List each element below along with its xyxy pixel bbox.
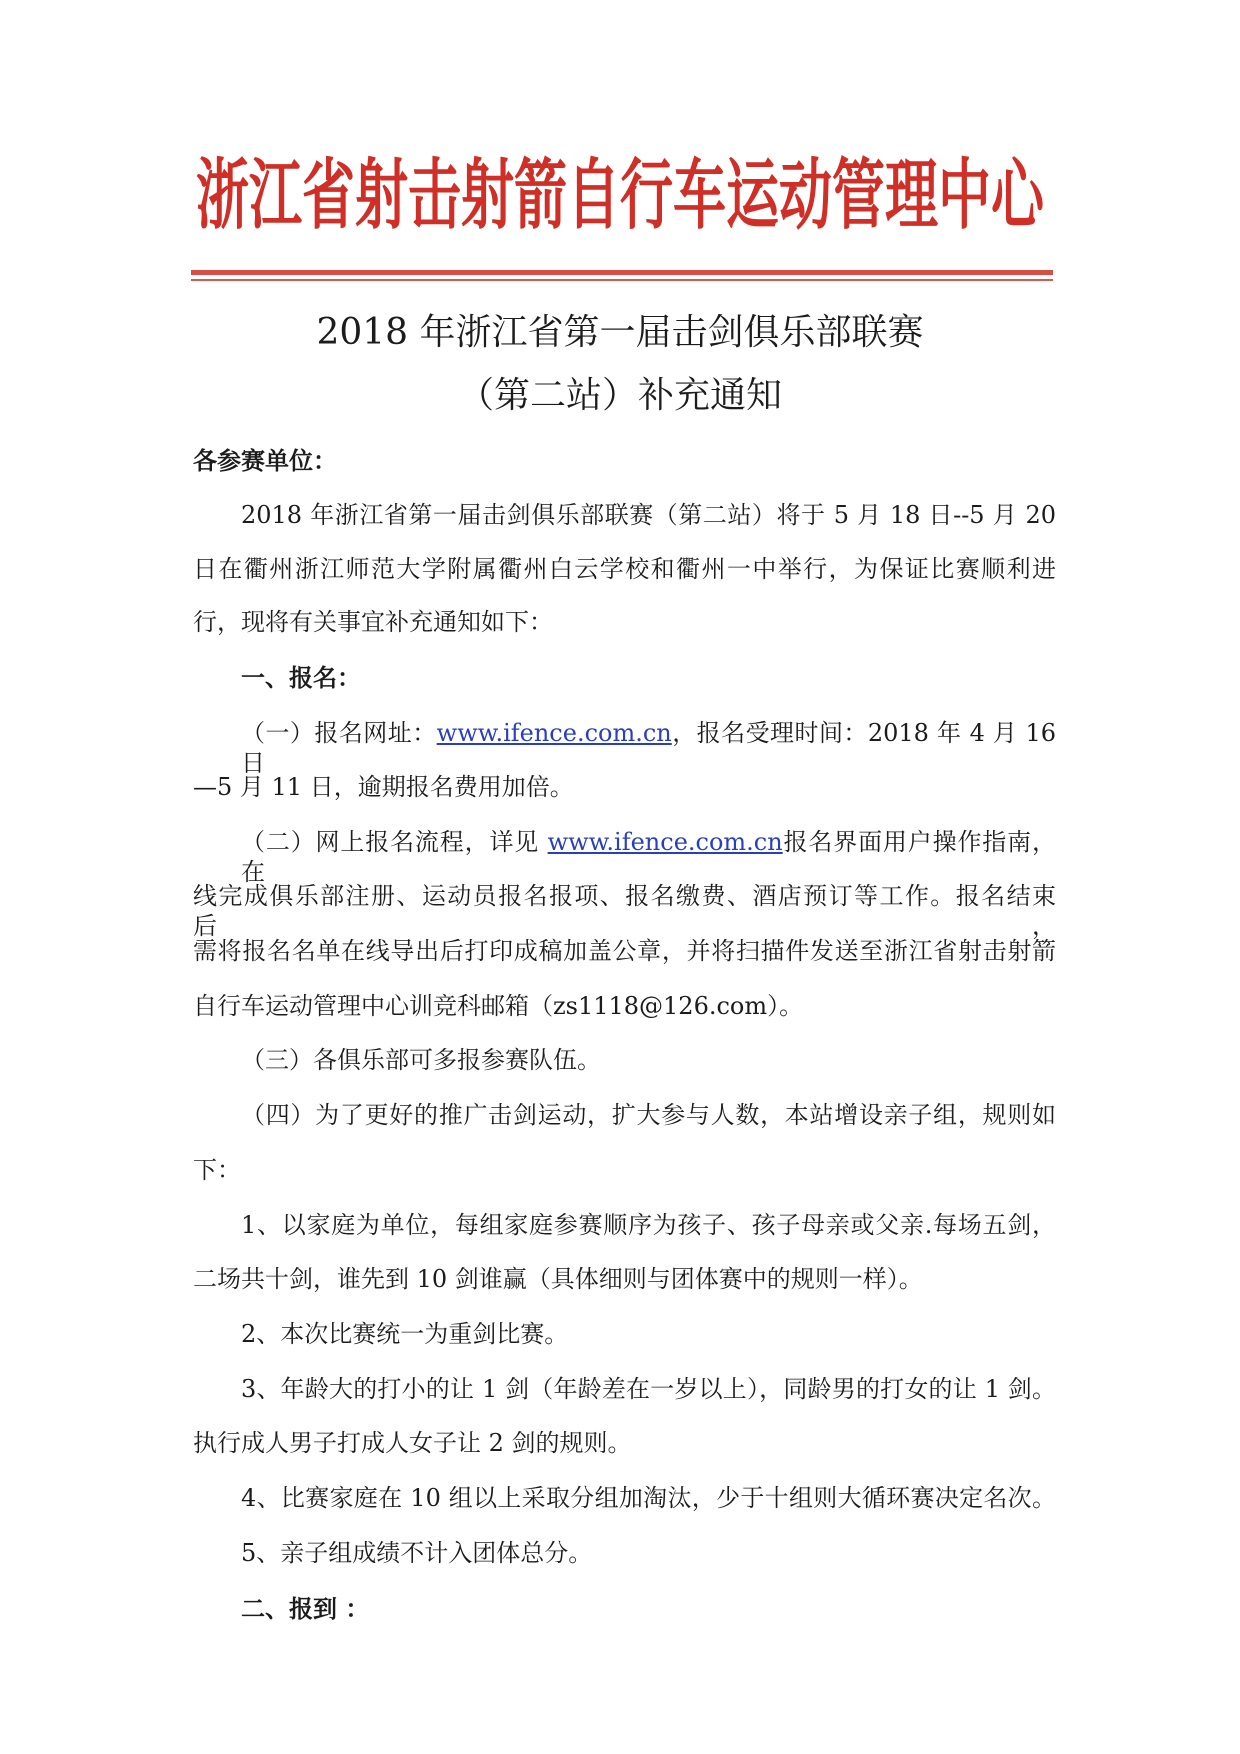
- intro-line: 行，现将有关事宜补充通知如下：: [193, 608, 553, 636]
- rule-line: 执行成人男子打成人女子让 2 剑的规则。: [193, 1429, 632, 1457]
- rule-line: 4、比赛家庭在 10 组以上采取分组加淘汰，少于十组则大循环赛决定名次。: [241, 1484, 1056, 1512]
- item-1-line: [241, 718, 1057, 777]
- item-2-suffix: 报名界面用户操作指南，在: [241, 828, 1056, 886]
- item-2-line: 自行车运动管理中心训竞科邮箱（zs1118@126.com）。: [193, 992, 804, 1020]
- registration-guide-link[interactable]: www.ifence.com.cn: [547, 828, 783, 856]
- rule-line: 1、以家庭为单位，每组家庭参赛顺序为孩子、孩子母亲或父亲.每场五剑，: [241, 1211, 1056, 1239]
- item-1-suffix: ，报名受理时间：2018 年 4 月 16 日: [241, 719, 1057, 777]
- item-4-line: （四）为了更好的推广击剑运动，扩大参与人数，本站增设亲子组，规则如: [241, 1101, 1056, 1129]
- item-2-prefix: （二）网上报名流程，详见: [241, 828, 548, 856]
- item-2-line: 需将报名名单在线导出后打印成稿加盖公章，并将扫描件发送至浙江省射击射箭: [193, 937, 1056, 965]
- rule-line: 二场共十剑，谁先到 10 剑谁赢（具体细则与团体赛中的规则一样）。: [193, 1265, 923, 1293]
- registration-website-link[interactable]: www.ifence.com.cn: [436, 719, 672, 747]
- section-heading-registration: 一、报名：: [241, 663, 361, 692]
- notice-title-line1: 2018 年浙江省第一届击剑俱乐部联赛: [316, 312, 924, 353]
- item-2-line: 线完成俱乐部注册、运动员报名报项、报名缴费、酒店预订等工作。报名结束后，: [193, 882, 1056, 940]
- salutation: 各参赛单位：: [193, 446, 337, 475]
- intro-line: 2018 年浙江省第一届击剑俱乐部联赛（第二站）将于 5 月 18 日--5 月 20: [241, 501, 1056, 529]
- item-1-prefix: （一）报名网址：: [241, 719, 437, 747]
- item-1-line: —5 月 11 日，逾期报名费用加倍。: [193, 773, 574, 801]
- intro-line: 日在衢州浙江师范大学附属衢州白云学校和衢州一中举行，为保证比赛顺利进: [193, 555, 1056, 583]
- letterhead-rule-thin: [191, 279, 1053, 281]
- item-2-line: [241, 827, 1056, 886]
- rule-line: 5、亲子组成绩不计入团体总分。: [241, 1539, 593, 1567]
- letterhead-rule-thick: [191, 270, 1053, 275]
- rule-line: 2、本次比赛统一为重剑比赛。: [241, 1320, 569, 1348]
- letterhead-org-name: 浙江省射击射箭自行车运动管理中心: [196, 152, 1044, 241]
- rule-line: 3、年龄大的打小的让 1 剑（年龄差在一岁以上），同龄男的打女的让 1 剑。: [241, 1375, 1056, 1403]
- item-4-line: 下：: [193, 1156, 241, 1184]
- notice-title-line2: （第二站）补充通知: [457, 375, 782, 416]
- section-heading-check-in: 二、报到 ：: [241, 1594, 370, 1623]
- item-3-line: （三）各俱乐部可多报参赛队伍。: [241, 1046, 601, 1074]
